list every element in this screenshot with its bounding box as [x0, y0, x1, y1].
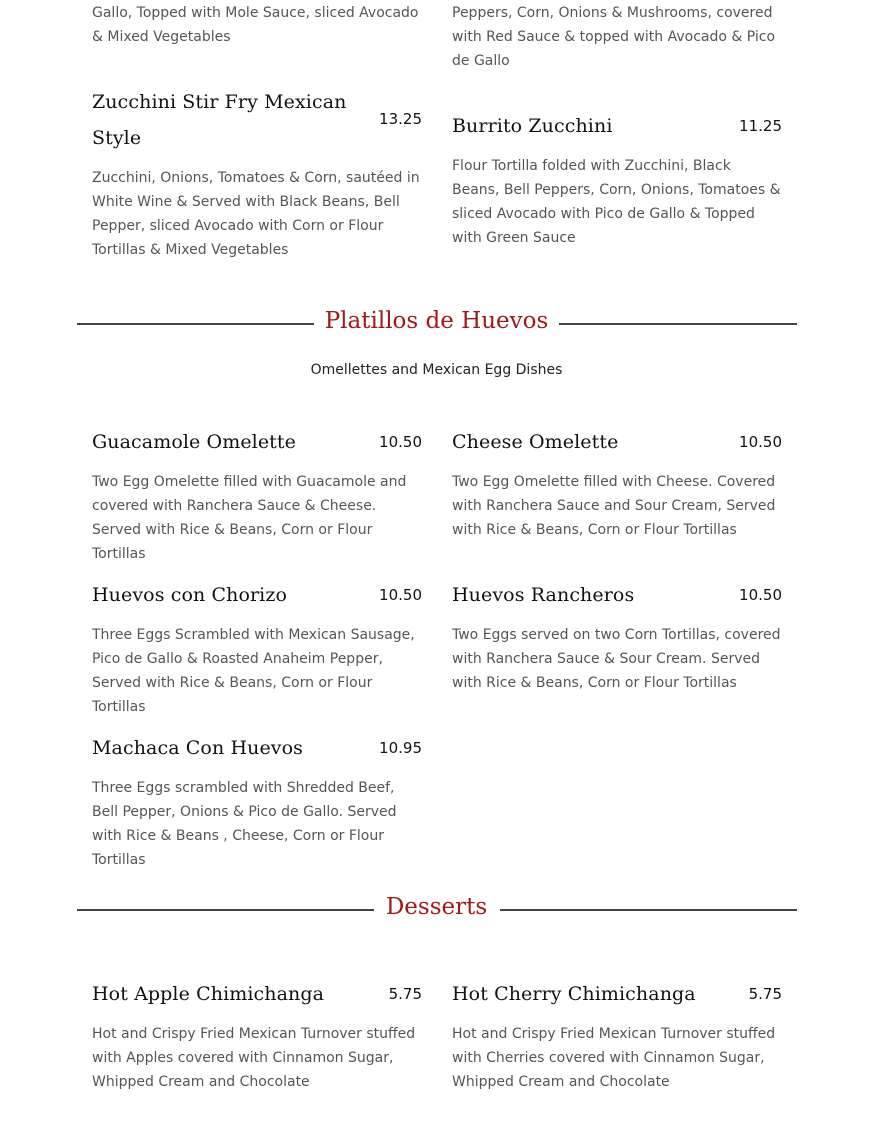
item-price: 10.50: [379, 433, 422, 451]
item-price: 10.50: [739, 433, 782, 451]
item-name: Cheese Omelette: [452, 431, 619, 453]
menu-item: [92, 976, 422, 1094]
item-name: Hot Cherry Chimichanga: [452, 983, 696, 1005]
item-name: Burrito Zucchini: [452, 115, 613, 137]
menu-item: [452, 424, 782, 542]
item-name: Zucchini Stir Fry Mexican Style: [92, 91, 347, 149]
item-description: Hot and Crispy Fried Mexican Turnover stuffed with Cherries covered with Cinnamon Sugar, Whipped Cream and Chocolate: [452, 1026, 776, 1090]
item-price: 13.25: [379, 110, 422, 128]
menu-item: [92, 730, 422, 872]
item-name: Hot Apple Chimichanga: [92, 983, 325, 1005]
menu-item: [92, 84, 422, 262]
section-title-huevos: Platillos de Huevos: [324, 308, 549, 334]
menu-item: [452, 577, 782, 695]
item-description: Two Eggs served on two Corn Tortillas, covered with Ranchera Sauce & Sour Cream. Served with Rice & Beans, Corn or Flour Tortillas: [452, 627, 781, 691]
partial-item-description-left: Gallo, Topped with Mole Sauce, sliced Avocado & Mixed Vegetables: [92, 5, 419, 45]
item-description: Zucchini, Onions, Tomatoes & Corn, sautéed in White Wine & Served with Black Beans, Bell Pepper, sliced Avocado with Corn or Flour Tortillas & Mixed Vegetables: [92, 170, 420, 258]
item-price: 5.75: [748, 985, 782, 1003]
item-description: Three Eggs Scrambled with Mexican Sausage, Pico de Gallo & Roasted Anaheim Pepper, Served with Rice & Beans, Corn or Flour Tortillas: [92, 627, 415, 715]
item-description: Three Eggs scrambled with Shredded Beef, Bell Pepper, Onions & Pico de Gallo. Served with Rice & Beans , Cheese, Corn or Flour Tortillas: [92, 780, 397, 868]
menu-item: [92, 424, 422, 566]
item-price: 10.50: [739, 586, 782, 604]
item-description: Hot and Crispy Fried Mexican Turnover stuffed with Apples covered with Cinnamon Sugar, Whipped Cream and Chocolate: [92, 1026, 416, 1090]
item-description: Two Egg Omelette filled with Cheese. Covered with Ranchera Sauce and Sour Cream, Served with Rice & Beans, Corn or Flour Tortillas: [452, 474, 776, 538]
section-title-desserts: Desserts: [385, 894, 488, 920]
partial-item-description-right: Peppers, Corn, Onions & Mushrooms, covered with Red Sauce & topped with Avocado & Pico de Gallo: [452, 5, 776, 69]
item-price: 10.50: [379, 586, 422, 604]
item-description: Two Egg Omelette filled with Guacamole and covered with Ranchera Sauce & Cheese. Served with Rice & Beans, Corn or Flour Tortillas: [92, 474, 407, 562]
section-subtitle: Omellettes and Mexican Egg Dishes: [310, 362, 563, 378]
item-name: Guacamole Omelette: [92, 431, 296, 453]
item-price: 5.75: [388, 985, 422, 1003]
menu-item: [452, 976, 782, 1094]
menu-item: [92, 577, 422, 719]
item-price: 10.95: [379, 739, 422, 757]
item-description: Flour Tortilla folded with Zucchini, Black Beans, Bell Peppers, Corn, Onions, Tomatoes & sliced Avocado with Pico de Gallo & Topped with Green Sauce: [452, 158, 781, 246]
menu-item: [452, 108, 782, 250]
item-name: Huevos Rancheros: [452, 584, 635, 606]
item-name: Machaca Con Huevos: [92, 737, 304, 759]
item-name: Huevos con Chorizo: [92, 584, 287, 606]
item-price: 11.25: [739, 117, 782, 135]
